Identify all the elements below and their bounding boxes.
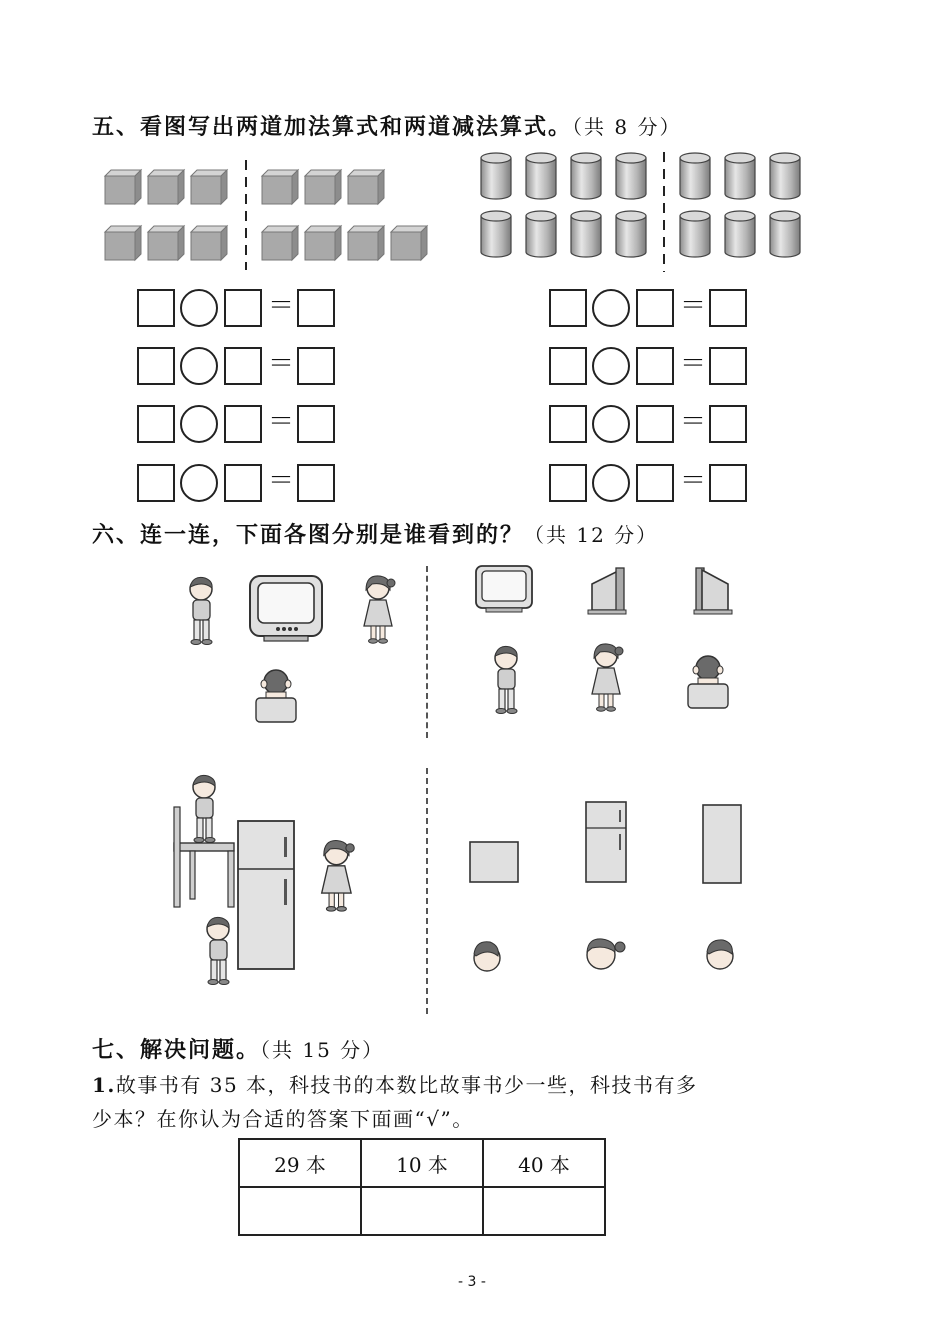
section5-title: 五、看图写出两道加法算式和两道减法算式。 (92, 115, 573, 140)
tv-side-view-right (694, 568, 732, 614)
fridge-views (462, 800, 752, 985)
operator-circle[interactable] (180, 289, 218, 327)
girl-head-option (587, 939, 625, 969)
tv-front-view (476, 566, 532, 612)
section7-heading (92, 1033, 384, 1064)
answer-box[interactable] (549, 289, 587, 327)
answer-box[interactable] (137, 289, 175, 327)
answer-box[interactable] (137, 405, 175, 443)
section6-points: （共 12 分） (524, 523, 659, 547)
answer-box[interactable] (549, 464, 587, 502)
cylinder-group-bottom-right (680, 211, 800, 257)
section5-heading (92, 110, 681, 141)
answer-box[interactable] (137, 464, 175, 502)
section6-heading (92, 518, 658, 549)
answer-table (238, 1138, 606, 1236)
question-1-line-2: 少本？在你认为合适的答案下面画“√”。 (92, 1107, 474, 1131)
equals-sign: ＝ (268, 466, 295, 496)
operator-circle[interactable] (592, 405, 630, 443)
equation-row-right-2 (549, 347, 749, 385)
cube-group-bottom-right (262, 226, 427, 260)
result-box[interactable] (709, 347, 747, 385)
section6-title: 六、连一连，下面各图分别是谁看到的？ (92, 523, 525, 548)
fridge-top-view (470, 842, 518, 882)
tv-views (470, 560, 740, 725)
option-10: 10 本 (361, 1139, 483, 1187)
result-box[interactable] (709, 405, 747, 443)
page-number: - 3 - (458, 1274, 486, 1290)
equation-row-left-4 (137, 464, 337, 502)
fridge-side-view (703, 805, 741, 883)
cylinder-group-top-right (680, 153, 800, 199)
answer-box[interactable] (137, 347, 175, 385)
equals-sign: ＝ (680, 349, 707, 379)
question-1-text-1: 故事书有 35 本，科技书的本数比故事书少一些，科技书有多 (115, 1073, 698, 1097)
answer-box[interactable] (549, 405, 587, 443)
answer-box[interactable] (224, 347, 262, 385)
options-row (239, 1139, 605, 1187)
section6-divider-bottom (426, 768, 428, 1014)
check-row (239, 1187, 605, 1235)
cube-group-top-left (105, 170, 227, 204)
result-box[interactable] (297, 464, 335, 502)
section6-divider-top (426, 566, 428, 738)
equation-row-right-3 (549, 405, 749, 443)
fridge (238, 821, 294, 969)
cube-group-top-right (262, 170, 384, 204)
result-box[interactable] (297, 347, 335, 385)
equation-row-left-1 (137, 289, 337, 327)
operator-circle[interactable] (592, 347, 630, 385)
equals-sign: ＝ (268, 291, 295, 321)
girl-figure (364, 576, 395, 643)
answer-box[interactable] (224, 464, 262, 502)
check-cell[interactable] (239, 1187, 361, 1235)
operator-circle[interactable] (592, 289, 630, 327)
operator-circle[interactable] (180, 347, 218, 385)
option-40: 40 本 (483, 1139, 605, 1187)
equals-sign: ＝ (680, 291, 707, 321)
boy-pointing (207, 917, 229, 984)
operator-circle[interactable] (592, 464, 630, 502)
equation-row-right-4 (549, 464, 749, 502)
result-box[interactable] (709, 289, 747, 327)
boy-option (495, 646, 517, 713)
cylinder-group-bottom-left (481, 211, 646, 257)
check-cell[interactable] (361, 1187, 483, 1235)
tv-side-view-left (588, 568, 626, 614)
section7-title: 七、解决问题。 (92, 1038, 261, 1063)
equation-row-right-1 (549, 289, 749, 327)
equals-sign: ＝ (680, 407, 707, 437)
cube-group-bottom-left (105, 226, 227, 260)
check-cell[interactable] (483, 1187, 605, 1235)
boy-on-chair (193, 775, 215, 842)
tv-figure (250, 576, 322, 641)
equals-sign: ＝ (268, 407, 295, 437)
equation-row-left-3 (137, 405, 337, 443)
girl-beside-fridge (322, 841, 355, 912)
chair (174, 807, 234, 907)
cylinder-group-top-left (481, 153, 646, 199)
back-view-kid (256, 670, 296, 722)
answer-box[interactable] (636, 464, 674, 502)
answer-box[interactable] (549, 347, 587, 385)
equals-sign: ＝ (680, 466, 707, 496)
back-kid-option (688, 656, 728, 708)
result-box[interactable] (297, 289, 335, 327)
equals-sign: ＝ (268, 349, 295, 379)
answer-box[interactable] (224, 289, 262, 327)
section5-points: （共 8 分） (572, 115, 682, 139)
boy-figure (190, 577, 212, 644)
option-29: 29 本 (239, 1139, 361, 1187)
cylinders-picture (478, 150, 810, 276)
operator-circle[interactable] (180, 405, 218, 443)
operator-circle[interactable] (180, 464, 218, 502)
kid-head-option (707, 940, 733, 969)
result-box[interactable] (709, 464, 747, 502)
answer-box[interactable] (224, 405, 262, 443)
result-box[interactable] (297, 405, 335, 443)
question-1-line-1 (92, 1069, 698, 1098)
answer-box[interactable] (636, 347, 674, 385)
answer-box[interactable] (636, 289, 674, 327)
cubes-picture (100, 158, 445, 274)
section7-points: （共 15 分） (260, 1038, 385, 1062)
question-1-number: 1. (92, 1073, 116, 1097)
answer-box[interactable] (636, 405, 674, 443)
boy-head-option (474, 942, 500, 971)
girl-option (592, 644, 623, 711)
tv-scene (178, 570, 408, 730)
fridge-front-view (586, 802, 626, 882)
fridge-scene (160, 765, 380, 1015)
equation-row-left-2 (137, 347, 337, 385)
